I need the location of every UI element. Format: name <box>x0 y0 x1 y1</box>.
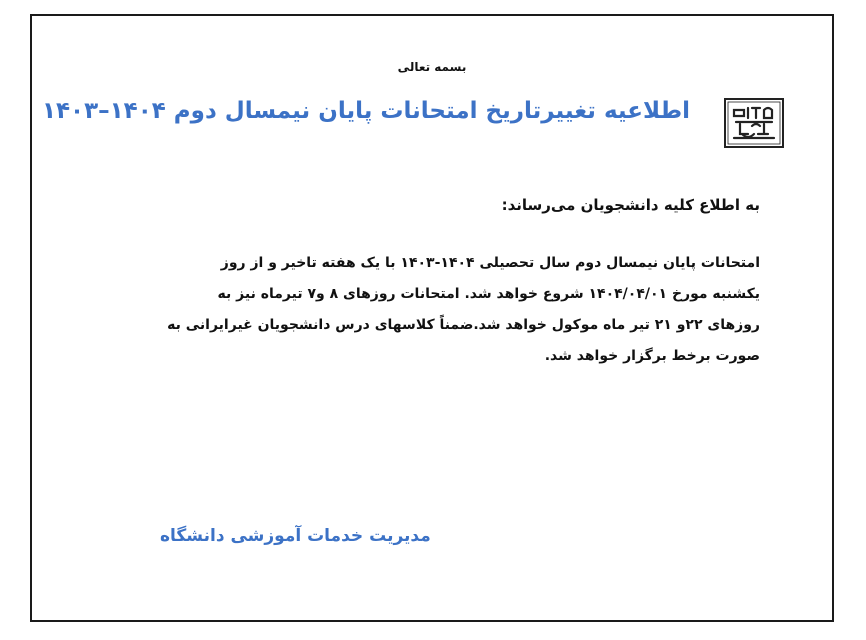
body-line: یکشنبه مورخ ۱۴۰۴/۰۴/۰۱ شروع خواهد شد. امتحانات روزهای ۸ و۷ تیرماه نیز به <box>217 286 760 302</box>
notice-frame <box>30 14 834 622</box>
invocation-text: بسمه تعالی <box>397 60 467 74</box>
signature-line: مدیریت خدمات آموزشی دانشگاه <box>160 526 431 546</box>
body-line: صورت برخط برگزار خواهد شد. <box>544 348 760 364</box>
body-line: روزهای ۲۲و ۲۱ تیر ماه موکول خواهد شد.ضمناً کلاسهای درس دانشجویان غیرایرانی به <box>167 317 760 333</box>
greeting-line: به اطلاع کلیه دانشجویان می‌رساند: <box>501 196 760 214</box>
notice-body <box>98 248 760 372</box>
notice-title: اطلاعیه تغییرتاریخ امتحانات پایان نیمسال دوم ۱۴۰۴–۱۴۰۳ <box>41 98 690 124</box>
body-line: امتحانات پایان نیمسال دوم سال تحصیلی ۱۴۰۴-۱۴۰۳ با یک هفته تاخیر و از روز <box>220 255 760 271</box>
university-logo-icon <box>722 96 786 150</box>
